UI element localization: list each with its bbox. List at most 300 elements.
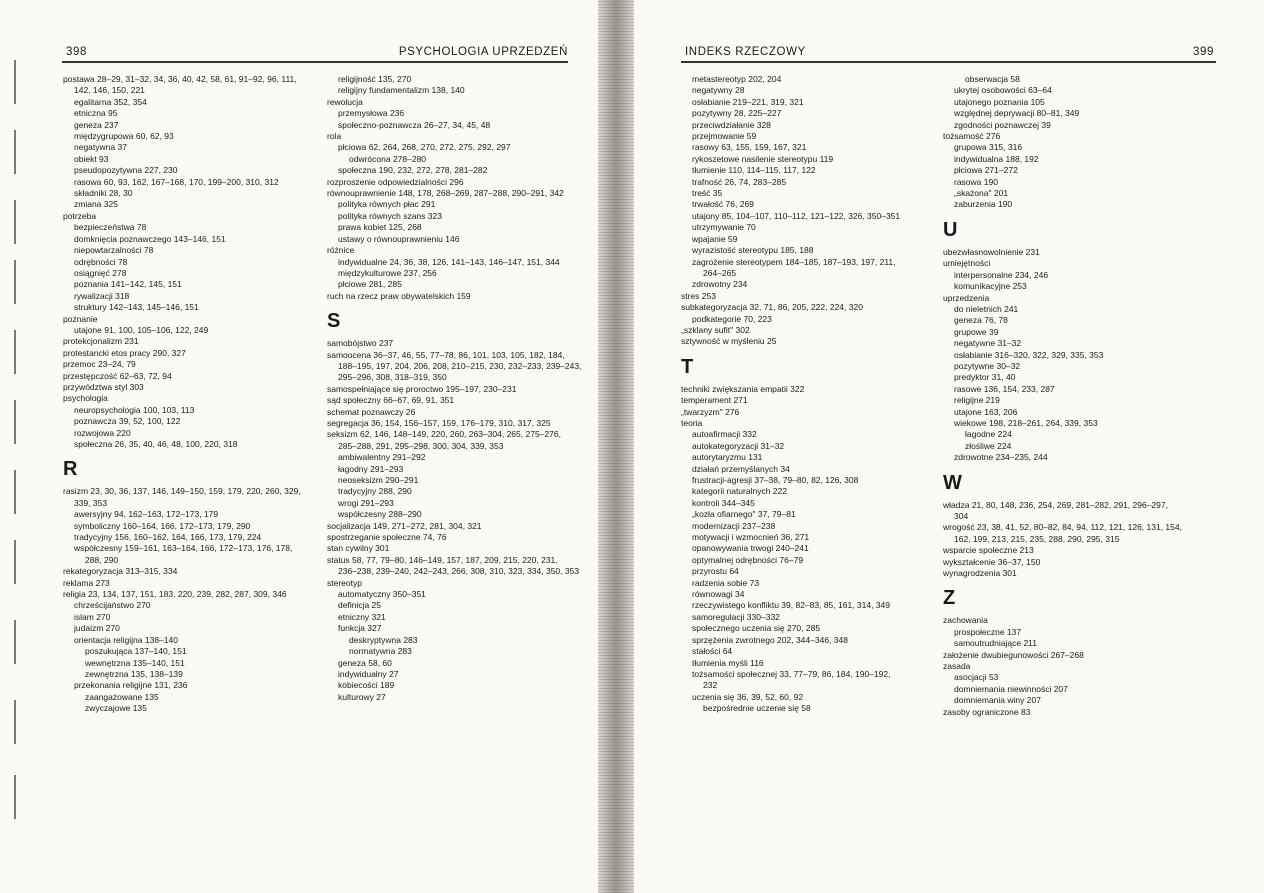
index-entry-text: poszukująca 137–140, 151	[85, 646, 187, 657]
index-entry	[943, 315, 1261, 326]
index-entry-text: łagodne 224	[965, 429, 1012, 440]
index-entry-text: normatywna 283	[349, 646, 412, 657]
index-entry	[327, 291, 593, 302]
index-entry-text: funkcja 327	[338, 623, 382, 634]
index-entry	[327, 418, 593, 429]
index-entry-text: uprzedzenia	[943, 292, 990, 303]
index-entry	[63, 680, 321, 691]
index-entry	[681, 142, 939, 153]
index-entry-text: społeczna 26, 35, 40, 46, 48, 100, 220, 318	[74, 439, 238, 449]
index-entry-text: prospołeczne 137	[954, 626, 1022, 637]
index-entry-text: domknięcia poznawczego 143–146, 151	[74, 233, 226, 244]
index-entry	[327, 680, 593, 691]
index-entry-text: rasowa 190	[954, 176, 998, 187]
index-entry	[943, 407, 1261, 418]
index-entry	[327, 108, 593, 119]
index-entry-text: przywództwa styl 303	[63, 381, 144, 392]
index-entry	[943, 85, 1261, 96]
index-entry-text: względnej deprywacji 80–81, 349	[954, 108, 1080, 119]
index-entry-text: rola	[327, 131, 342, 142]
index-entry-text: negatywny 28	[692, 85, 745, 96]
index-entry	[681, 475, 939, 486]
right-running-head: INDEKS RZECZOWY	[685, 46, 806, 58]
index-entry-text: „twarzyzm" 276	[681, 406, 740, 417]
index-column	[681, 74, 939, 715]
index-entry	[681, 509, 939, 520]
index-entry	[943, 500, 1261, 523]
index-entry	[681, 120, 939, 131]
index-entry-text: automatyczny 350–351	[338, 589, 426, 600]
index-entry-text: przeciwdziałanie 328	[692, 119, 771, 130]
index-entry	[681, 74, 939, 85]
index-entry	[681, 566, 939, 577]
index-entry	[327, 350, 593, 384]
index-entry-text: samoocena 36–37, 46, 55, 77–78, 86, 101, 103, 105, 182, 184,	[327, 349, 565, 360]
index-entry	[943, 638, 1261, 649]
index-entry-text: stan cywilny 301	[327, 543, 390, 554]
index-entry	[681, 418, 939, 429]
index-entry	[327, 154, 593, 165]
index-entry-text: zasoby ograniczone 83	[943, 706, 1031, 717]
index-entry	[681, 658, 939, 669]
index-entry	[681, 543, 939, 554]
index-entry-text: grupowa 315, 316	[954, 142, 1023, 153]
index-entry-text: negatywne 31–32	[954, 338, 1022, 349]
index-entry-text: podkategorie 70, 223	[692, 313, 772, 324]
index-entry	[943, 418, 1261, 429]
index-entry-text: zaangażowane 135	[85, 691, 159, 702]
index-entry	[63, 635, 321, 646]
index-entry	[63, 600, 321, 611]
index-entry	[943, 707, 1261, 718]
index-entry	[63, 612, 321, 623]
index-entry	[327, 279, 593, 290]
index-entry	[943, 441, 1261, 452]
index-entry	[63, 428, 321, 439]
index-entry-text: „skażona" 201	[954, 188, 1009, 199]
index-entry-text: domniemania winy 207	[954, 695, 1041, 706]
index-entry	[943, 557, 1261, 568]
index-entry	[681, 521, 939, 532]
index-entry-text: teoria	[681, 417, 703, 428]
index-entry	[943, 97, 1261, 108]
index-entry	[63, 623, 321, 634]
index-entry	[63, 188, 321, 199]
index-entry	[943, 293, 1261, 304]
index-entry-text: subkategoryzacja 32, 71, 86, 205, 222, 224, 320	[681, 302, 863, 313]
index-entry	[63, 222, 321, 233]
index-entry	[943, 545, 1261, 556]
index-entry-continuation: 236–238, 239–240, 242–243, 266, 308, 310, 323, 334, 350, 353	[338, 566, 580, 577]
index-entry-text: radzenia sobie 73	[692, 577, 760, 588]
index-entry-continuation: 285–288, 291, 295–298, 300, 304, 339, 353	[338, 440, 504, 451]
index-entry	[681, 222, 939, 233]
index-entry	[63, 382, 321, 393]
index-entry	[943, 384, 1261, 395]
index-entry-text: rasowe 136, 154, 233, 287	[954, 383, 1055, 394]
index-entry-text: kategorii naturalnych 222	[692, 486, 787, 497]
index-entry-text: autorytaryzmu 131	[692, 452, 763, 463]
index-entry-text: ambiwalentny 291–292	[338, 452, 426, 463]
index-entry-text: protestancki etos pracy 290, 327	[63, 347, 186, 358]
index-entry-text: osłabianie 219–221, 319, 321	[692, 96, 804, 107]
index-entry-text: reklama 273	[63, 577, 110, 588]
index-entry-text: geneza 76, 78	[954, 315, 1008, 326]
index-entry-text: zdrowotne 234–235, 244	[954, 452, 1048, 463]
index-entry	[943, 684, 1261, 695]
index-entry	[63, 165, 321, 176]
index-entry	[943, 661, 1261, 672]
index-entry	[63, 302, 321, 313]
index-entry	[943, 452, 1261, 463]
index-entry	[63, 566, 321, 577]
index-entry-text: samoregulacji 330–332	[692, 611, 780, 622]
index-entry-text: rywalizacji 318	[74, 290, 130, 301]
index-entry	[327, 486, 593, 497]
index-entry-text: wynagrodzenia 301	[943, 568, 1017, 579]
index-entry-text: deskryptywna 283	[349, 634, 418, 645]
index-entry	[681, 131, 939, 142]
index-entry	[63, 245, 321, 256]
index-entry	[327, 268, 593, 279]
index-entry	[63, 416, 321, 427]
left-running-head: PSYCHOLOGIA UPRZEDZEŃ	[398, 46, 568, 58]
index-entry-text: indywidualny 27	[338, 668, 399, 679]
index-entry	[943, 650, 1261, 661]
index-entry	[63, 108, 321, 119]
index-entry-text: obserwacja 58	[965, 74, 1020, 84]
index-entry	[327, 257, 593, 268]
index-entry	[327, 635, 593, 646]
index-entry-text: sprzężenia zwrotnego 202, 344–346, 348	[692, 634, 848, 645]
index-entry-text: pozytywny 28, 225–227	[692, 108, 782, 119]
index-entry-text: wykształcenie 36–37, 150	[943, 556, 1041, 567]
index-entry	[681, 97, 939, 108]
index-entry	[327, 234, 593, 245]
index-entry	[327, 120, 593, 131]
index-entry-text: płciowa 271–272	[954, 165, 1018, 176]
index-entry-text: samobójstwo 237	[327, 338, 394, 349]
index-entry	[681, 85, 939, 96]
index-entry	[681, 555, 939, 566]
index-entry-text: zwyczajowe 135	[85, 703, 147, 714]
index-entry	[943, 188, 1261, 199]
index-entry	[681, 314, 939, 325]
index-entry	[681, 646, 939, 657]
index-entry-text: kontroli 344–345	[692, 497, 755, 508]
index-entry-text: geneza 58, 60	[338, 657, 392, 668]
index-entry-text: interpersonalne 234, 246	[954, 269, 1049, 280]
index-entry	[63, 439, 321, 450]
index-entry-text: poznania 141–142, 145, 151	[74, 279, 182, 290]
index-entry	[943, 74, 1261, 85]
right-header-rule	[681, 61, 1216, 63]
index-entry	[63, 279, 321, 290]
index-entry-text: sztywność w myśleniu 25	[681, 336, 777, 347]
index-entry	[681, 486, 939, 497]
right-page-number: 399	[1193, 46, 1214, 58]
left-page-header	[66, 40, 568, 58]
index-entry	[63, 703, 321, 714]
index-entry-text: opanowywania trwogi 240–241	[692, 543, 809, 554]
index-entry-text: wpajanie 59	[692, 233, 738, 244]
index-entry	[327, 589, 593, 600]
index-entry-text: protekcjonalizm 231	[63, 336, 139, 347]
index-entry-continuation: 162, 199, 213, 215, 235, 288, 290, 295, 315	[954, 533, 1120, 544]
index-entry	[63, 120, 321, 131]
index-entry-text: religijny fundamentalizm 138, 140	[338, 85, 465, 96]
index-entry	[943, 108, 1261, 119]
index-entry-text: płciowe 281, 285	[338, 279, 402, 290]
index-entry-text: wewnętrzna 135–140, 151	[85, 657, 185, 668]
index-entry-text: poznawcza 39, 52, 100, 122	[74, 416, 181, 427]
index-entry	[63, 257, 321, 268]
index-entry-text: indywidualne 24, 36, 38, 126, 141–143, 146–147, 151, 344	[338, 256, 560, 267]
index-entry	[681, 336, 939, 347]
index-entry-text: seksizm 62, 146, 148–149, 220, 260, 263–304, 265, 275–276,	[327, 429, 561, 440]
index-entry	[327, 646, 593, 657]
index-entry-text: symboliczny 160–164, 166, 172–173, 179, 290	[74, 520, 251, 531]
index-entry	[681, 589, 939, 600]
index-entry-continuation: 142, 146, 150, 221	[74, 85, 145, 96]
index-entry-text: tożsamości społecznej 33, 77–79, 86, 184, 190–192,	[692, 668, 891, 679]
index-entry-continuation: 264–265	[703, 267, 737, 278]
left-header-rule	[62, 61, 568, 63]
index-entry-text: do nieletnich 241	[954, 303, 1019, 314]
index-entry-text: optymalnej odrębności 76–79	[692, 554, 804, 565]
index-entry-text: społeczno-poznawcza 26–27, 34, 45, 48	[338, 119, 491, 130]
index-entry	[943, 281, 1261, 292]
index-entry-text: polityka równych płac 291	[338, 199, 436, 210]
index-entry-text: status 58, 77, 79–80, 146–149, 157, 187, 209, 215, 220, 231,	[327, 554, 558, 565]
index-entry-text: socjalizacja 149, 271–272, 281, 304, 321	[327, 520, 482, 531]
index-entry	[327, 600, 593, 611]
index-entry-text: trwałość 76, 269	[692, 199, 754, 210]
index-entry-text: rasizm 23, 30, 36, 137, 146, 149–150, 159, 179, 220, 260, 329,	[63, 486, 301, 497]
index-entry	[63, 692, 321, 703]
index-entry-text: rozproszenie odpowiedzialności 296	[327, 176, 464, 187]
index-entry	[327, 658, 593, 669]
index-entry-text: odwrócona 278–280	[349, 153, 427, 164]
index-entry-text: potrzeba	[63, 210, 97, 221]
index-entry-text: przyrostu 64	[692, 566, 739, 577]
index-entry	[943, 247, 1261, 258]
index-entry-text: grupowe 39	[954, 326, 999, 337]
index-entry	[63, 405, 321, 416]
index-entry-text: religijność 135, 270	[338, 74, 412, 84]
index-entry	[327, 669, 593, 680]
index-entry	[63, 393, 321, 404]
left-page-number: 398	[66, 46, 87, 58]
index-entry	[943, 672, 1261, 683]
index-entry-text: judaizm 270	[74, 623, 120, 634]
index-entry	[327, 222, 593, 233]
index-entry	[327, 543, 593, 554]
index-entry	[681, 154, 939, 165]
index-entry-text: tłumienie 110, 114–115, 117, 122	[692, 165, 816, 176]
index-entry-text: frustracji-agresji 37–38, 79–80, 82, 126, 308	[692, 475, 859, 485]
index-entry-text: ukrytej osobowości 63–64	[954, 85, 1052, 96]
index-entry	[943, 395, 1261, 406]
index-entry-text: osiągnięć 278	[74, 267, 127, 278]
index-entry-text: międzykulturowe 237, 256	[338, 267, 437, 278]
index-entry-text: rasowy 63, 155, 159, 167, 321	[692, 142, 807, 153]
index-entry	[327, 245, 593, 256]
index-entry	[327, 452, 593, 463]
index-entry	[63, 234, 321, 245]
index-entry-text: społecznego uczenia się 270, 285	[692, 623, 821, 634]
index-entry	[681, 177, 939, 188]
index-entry	[943, 522, 1261, 545]
index-column	[943, 74, 1261, 718]
index-entry	[681, 578, 939, 589]
index-entry	[681, 395, 939, 406]
index-entry-text: przejmowanie 59	[692, 131, 757, 142]
index-entry	[681, 441, 939, 452]
index-entry	[327, 97, 593, 108]
section-letter: Z	[943, 587, 956, 610]
index-entry	[681, 692, 939, 703]
index-entry	[63, 177, 321, 188]
index-entry-text: egalitarna 352, 354	[74, 96, 147, 107]
index-entry	[681, 257, 939, 280]
index-entry-text: utajone 163, 206	[954, 406, 1018, 417]
index-entry-text: temperament 271	[681, 395, 748, 406]
index-entry	[327, 177, 593, 188]
index-entry-text: rekategoryzacja 313–315, 334	[63, 566, 178, 577]
index-entry	[63, 658, 321, 669]
index-entry-text: złośliwe 224	[965, 440, 1012, 451]
index-entry-text: rykoszetowe nasilenie stereotypu 119	[692, 153, 834, 164]
index-entry	[63, 532, 321, 543]
index-entry	[63, 74, 321, 97]
index-entry-continuation: 232	[703, 680, 718, 691]
index-entry	[943, 131, 1261, 142]
index-entry-text: religia 23, 134, 137, 151, 183, 220, 239, 282, 287, 309, 346	[63, 589, 287, 600]
index-entry	[681, 498, 939, 509]
index-entry-text: treść 35	[692, 188, 723, 199]
index-entry	[681, 635, 939, 646]
index-entry-text: negatywna 37	[74, 142, 127, 153]
index-entry-text: wrogi 291–293	[338, 497, 394, 508]
index-entry-text: utrzymywanie 70	[692, 222, 756, 233]
index-entry-text: rozwojowa 220	[74, 427, 131, 438]
index-entry	[943, 361, 1261, 372]
index-entry-text: struktury 142–143, 145–146, 151	[74, 302, 199, 313]
index-entry	[327, 338, 593, 349]
index-entry	[327, 555, 593, 578]
index-entry	[327, 623, 593, 634]
index-entry-text: chrześcijaństwo 270	[74, 600, 151, 611]
index-entry	[681, 429, 939, 440]
index-entry-continuation: 188–195, 197, 204, 206, 208, 210–215, 230, 232–233, 239–243, 295–296, 308, 318–319, 350	[338, 360, 582, 383]
index-entry-text: stałości 64	[692, 646, 733, 657]
index-entry	[63, 521, 321, 532]
index-entry	[943, 258, 1261, 269]
index-entry	[943, 154, 1261, 165]
index-entry-text: wsparcie społeczne 213	[943, 545, 1034, 556]
index-entry	[681, 623, 939, 634]
index-entry-text: islam 270	[74, 611, 111, 622]
index-entry	[943, 615, 1261, 626]
index-entry-text: autokategoryzacji 31–32	[692, 440, 785, 451]
index-entry-text: indywidualna 188, 192	[954, 153, 1039, 164]
index-entry-text: równowagi 34	[692, 589, 745, 600]
index-entry-text: orientacja religijna 138–140	[74, 634, 178, 645]
index-entry	[63, 589, 321, 600]
index-entry-text: metastereotyp 202, 204	[692, 74, 782, 84]
index-entry-text: umiejętności	[943, 258, 991, 269]
index-entry	[943, 338, 1261, 349]
index-entry-text: etniczna 95	[74, 108, 118, 119]
index-entry	[63, 268, 321, 279]
section-letter: U	[943, 218, 958, 241]
index-entry	[327, 384, 593, 395]
index-entry	[327, 498, 593, 509]
index-entry	[681, 464, 939, 475]
index-entry-text: komunikacyjne 253	[954, 281, 1027, 292]
index-entry	[327, 475, 593, 486]
page-edge-marks	[14, 60, 20, 820]
index-entry	[681, 211, 939, 222]
index-entry	[681, 291, 939, 302]
index-entry-text: ubezwłasnowolnienie 231	[943, 246, 1040, 257]
section-letter: S	[327, 310, 341, 333]
index-entry-text: niepowtarzalności 78	[74, 245, 154, 256]
index-entry	[681, 165, 939, 176]
index-entry-text: osłabianie 316–320, 322, 329, 335, 353	[954, 349, 1104, 360]
index-entry-text: spostrzeganie społeczne 74, 76	[327, 532, 447, 543]
index-entry	[63, 509, 321, 520]
index-entry-text: pozytywne 30–32	[954, 360, 1021, 371]
index-entry	[327, 692, 593, 703]
index-entry	[63, 325, 321, 336]
index-entry-text: wiekowe 198, 218–261, 264, 339, 353	[954, 417, 1098, 428]
index-entry-text: bezpośrednie uczenie się 58	[703, 703, 811, 714]
index-entry	[327, 188, 593, 199]
index-entry	[943, 270, 1261, 281]
index-entry	[943, 627, 1261, 638]
index-entry	[63, 291, 321, 302]
section-letter: W	[943, 471, 962, 494]
index-entry-text: międzygrupowa 60, 62, 93	[74, 131, 174, 142]
index-entry-text: trafność 26, 74, 283–285	[692, 176, 787, 187]
index-entry-text: obiekt 93	[74, 153, 109, 164]
index-column	[327, 74, 593, 703]
index-entry	[327, 521, 593, 532]
index-entry	[63, 199, 321, 210]
right-page-header	[685, 40, 1214, 58]
index-entry-text: społeczna 190, 232, 272, 278, 281–282	[338, 165, 488, 176]
index-entry-text: zasada	[943, 661, 971, 672]
index-entry	[681, 600, 939, 611]
index-entry	[63, 669, 321, 680]
index-entry-text: składniki 28, 30	[74, 188, 133, 199]
index-entry-text: samospełniające się proroctwo 195–197, 230–231	[327, 383, 517, 394]
index-entry	[327, 131, 593, 142]
index-entry-text: neoseksizm 290–291	[338, 475, 419, 485]
index-entry-text: domniemania niewinności 207	[954, 683, 1068, 694]
index-entry-text: utajonego poznania 105	[954, 96, 1045, 107]
index-entry-text: przemoc 23–24, 79	[63, 359, 136, 370]
index-entry	[327, 407, 593, 418]
index-entry	[943, 429, 1261, 440]
index-entry	[681, 234, 939, 245]
index-entry-text: neuropsychologia 100, 103, 113	[74, 404, 195, 415]
index-entry	[327, 85, 593, 96]
index-entry-text: rewolucja	[327, 96, 363, 107]
index-entry-text: władza 21, 80, 148, 236, 254, 269, 281–282, 291, 296–297,	[943, 499, 1168, 510]
